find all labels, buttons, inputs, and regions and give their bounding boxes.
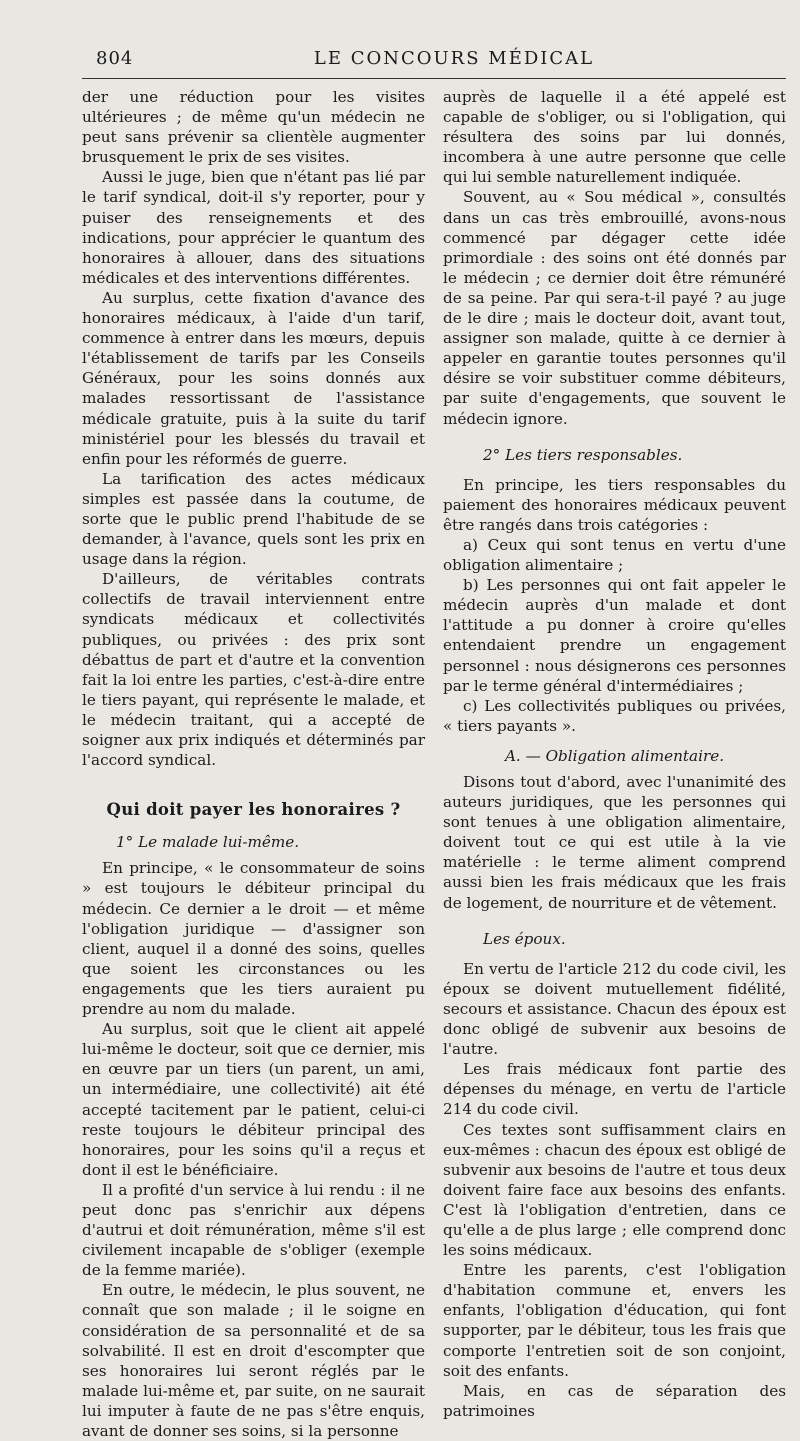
subsection-heading: Les époux.	[483, 929, 566, 948]
paragraph: La tarification des actes médicaux simples est passée dans la coutume, de sorte que le public prend l'habitude de se demander, à l'avance, quels sont les prix en usage dans la région.	[82, 469, 425, 569]
right-column	[443, 87, 786, 1441]
paragraph: Disons tout d'abord, avec l'unanimité des auteurs juridiques, que les personnes qui sont tenues à une obligation alimentaire, doivent tout ce qui est utile à la vie matérielle : le terme aliment comprend aussi bien les frais médicaux que les frais de logement, de nourriture et de vêtement.	[443, 773, 786, 912]
section-heading: Qui doit payer les honoraires ?	[106, 800, 401, 820]
left-column	[82, 87, 425, 1441]
paragraph: En outre, le médecin, le plus souvent, ne connaît que son malade ; il le soigne en considération de sa personnalité et de sa solvabilité. Il est en droit d'escompter que ses honoraires lui seront réglés par le malade lui-même et, par suite, on ne saurait lui imputer à faute de ne pas s'être enquis, avant de donner ses soins, si la personne	[82, 1281, 425, 1440]
paragraph: Au surplus, soit que le client ait appelé lui-même le docteur, soit que ce dernier, mis en œuvre par un tiers (un parent, un ami, un intermédiaire, une collectivité) ait été accepté tacitement par le patient, celui-ci reste toujours le débiteur principal des honoraires, pour les soins qu'il a reçus et dont il est le bénéficiaire.	[82, 1020, 425, 1179]
paragraph: D'ailleurs, de véritables contrats collectifs de travail interviennent entre syndicats médicaux et collectivités publiques, ou privées : des prix sont débattus de part et d'autre et la convention fait la loi entre les parties, c'est-à-dire entre le tiers payant, qui représente le malade, et le médecin traitant, qui a accepté de soigner aux prix indiqués et déterminés par l'accord syndical.	[82, 570, 425, 770]
paragraph: Mais, en cas de séparation des patrimoines	[443, 1381, 786, 1420]
paragraph: En vertu de l'article 212 du code civil, les époux se doivent mutuellement fidélité, secours et assistance. Chacun des époux est donc obligé de subvenir aux besoins de l'autre.	[443, 959, 786, 1059]
header-rule	[82, 78, 786, 79]
paragraph: Entre les parents, c'est l'obligation d'habitation commune et, envers les enfants, l'obligation d'éducation, qui font supporter, par le débiteur, tous les frais que comporte l'entretien soit de son conjoint, soit des enfants.	[443, 1261, 786, 1380]
list-item: c) Les collectivités publiques ou privées, « tiers payants ».	[443, 696, 786, 735]
paragraph: Au surplus, cette fixation d'avance des honoraires médicaux, à l'aide d'un tarif, commence à entrer dans les mœurs, depuis l'établissement de tarifs par les Conseils Généraux, pour les soins donnés aux malades ressortissant de l'assistance médicale gratuite, puis à la suite du tarif ministériel pour les blessés du travail et enfin pour les réformés de guerre.	[82, 288, 425, 468]
paragraph: Souvent, au « Sou médical », consultés dans un cas très embrouillé, avons-nous commencé par dégager cette idée primordiale : des soins ont été donnés par le médecin ; ce dernier doit être rémunéré de sa peine. Par qui sera-t-il payé ? au juge de le dire ; mais le docteur doit, avant tout, assigner son malade, quitte à ce dernier à appeler en garantie toutes personnes qu'il désire se voir substituer comme débiteurs, par suite d'engagements, que souvent le médecin ignore.	[443, 188, 786, 428]
paragraph: Aussi le juge, bien que n'étant pas lié par le tarif syndical, doit-il s'y reporter, pour y puiser des renseignements et des indications, pour apprécier le quantum des honoraires à allouer, dans des situations médicales et des interventions différentes.	[82, 168, 425, 287]
paragraph: En principe, « le consommateur de soins » est toujours le débiteur principal du médecin. Ce dernier a le droit — et même l'obligation juridique — d'assigner son client, auquel il a donné des soins, quelles que soient les circonstances ou les engagements que les tiers auraient pu prendre au nom du malade.	[82, 859, 425, 1019]
running-header	[82, 48, 786, 78]
paragraph: En principe, les tiers responsables du paiement des honoraires médicaux peuvent être rangés dans trois catégories :	[443, 475, 786, 534]
paragraph: Les frais médicaux font partie des dépenses du ménage, en vertu de l'article 214 du code civil.	[443, 1060, 786, 1119]
subsection-heading: A. — Obligation alimentaire.	[504, 746, 725, 765]
article-body	[82, 87, 786, 1441]
list-item: b) Les personnes qui ont fait appeler le médecin auprès d'un malade et dont l'attitude a pu donner à croire qu'elles entendaient prendre un engagement personnel : nous désignerons ces personnes par le terme général d'intermédiaires ;	[443, 576, 786, 695]
list-item: a) Ceux qui sont tenus en vertu d'une obligation alimentaire ;	[443, 535, 786, 575]
subsection-heading: 2° Les tiers responsables.	[483, 445, 683, 464]
page-number: 804	[96, 48, 134, 69]
paragraph: auprès de laquelle il a été appelé est capable de s'obliger, ou si l'obligation, qui résultera des soins par lui donnés, incombera à une autre personne que celle qui lui semble naturellement indiquée.	[443, 88, 786, 187]
journal-title: LE CONCOURS MÉDICAL	[313, 48, 595, 69]
paragraph: der une réduction pour les visites ultérieures ; de même qu'un médecin ne peut sans prévenir sa clientèle augmenter brusquement le prix de ses visites.	[82, 88, 425, 167]
paragraph: Il a profité d'un service à lui rendu : il ne peut donc pas s'enrichir aux dépens d'autrui et doit rémunération, même s'il est civilement incapable de s'obliger (exemple de la femme mariée).	[82, 1180, 425, 1280]
subsection-heading: 1° Le malade lui-même.	[116, 833, 300, 852]
paragraph: Ces textes sont suffisamment clairs en eux-mêmes : chacun des époux est obligé de subvenir aux besoins de l'autre et tous deux doivent faire face aux besoins des enfants. C'est là l'obligation d'entretien, dans ce qu'elle a de plus large ; elle comprend donc les soins médicaux.	[443, 1120, 786, 1260]
